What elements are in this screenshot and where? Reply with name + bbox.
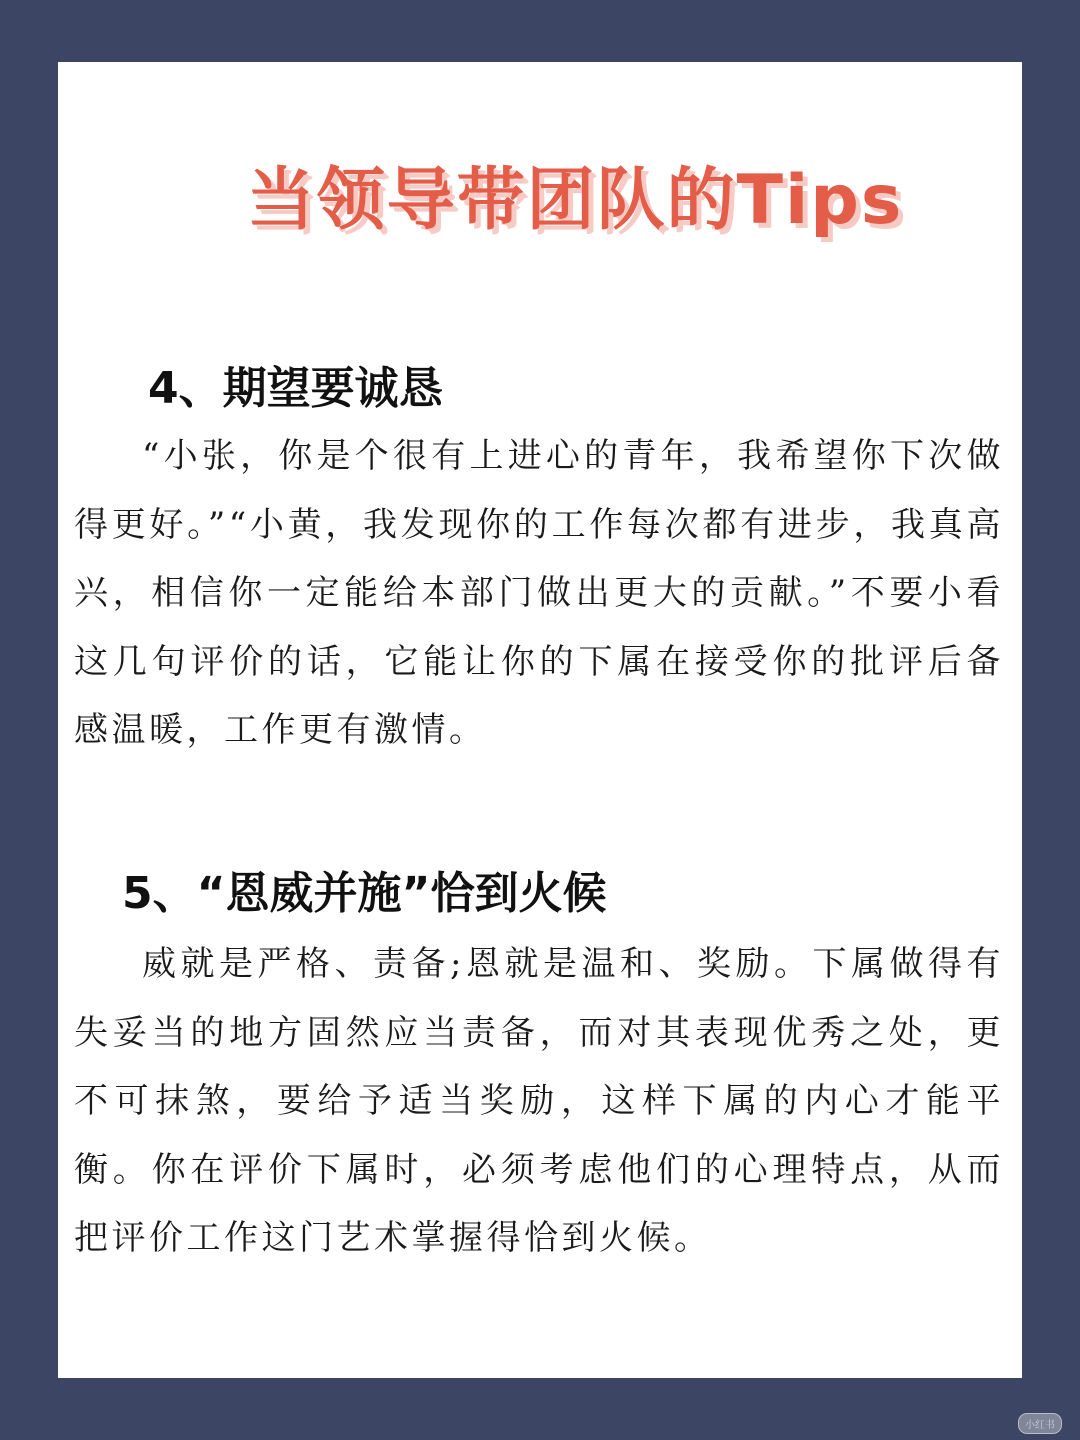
- content-card: [58, 62, 1022, 1378]
- page-title: 当领导带团队的Tips: [246, 161, 904, 240]
- watermark-logo: 小红书: [1018, 1413, 1062, 1434]
- section-body-4: “小张，你是个很有上进心的青年，我希望你下次做得更好。”“小黄，我发现你的工作每次都有进步，我真高兴，相信你一定能给本部门做出更大的贡献。”不要小看这几句评价的话，它能让你的下属在接受你的批评后备感温暖，工作更有激情。: [74, 436, 1004, 750]
- section-heading-5: 5、“恩威并施”恰到火候: [122, 868, 607, 919]
- section-body-5: 威就是严格、责备;恩就是温和、奖励。下属做得有失妥当的地方固然应当责备，而对其表现优秀之处，更不可抹煞，要给予适当奖励，这样下属的内心才能平衡。你在评价下属时，必须考虑他们的心理特点，从而把评价工作这门艺术掌握得恰到火候。: [74, 944, 1004, 1258]
- section-heading-4: 4、期望要诚恳: [148, 363, 443, 414]
